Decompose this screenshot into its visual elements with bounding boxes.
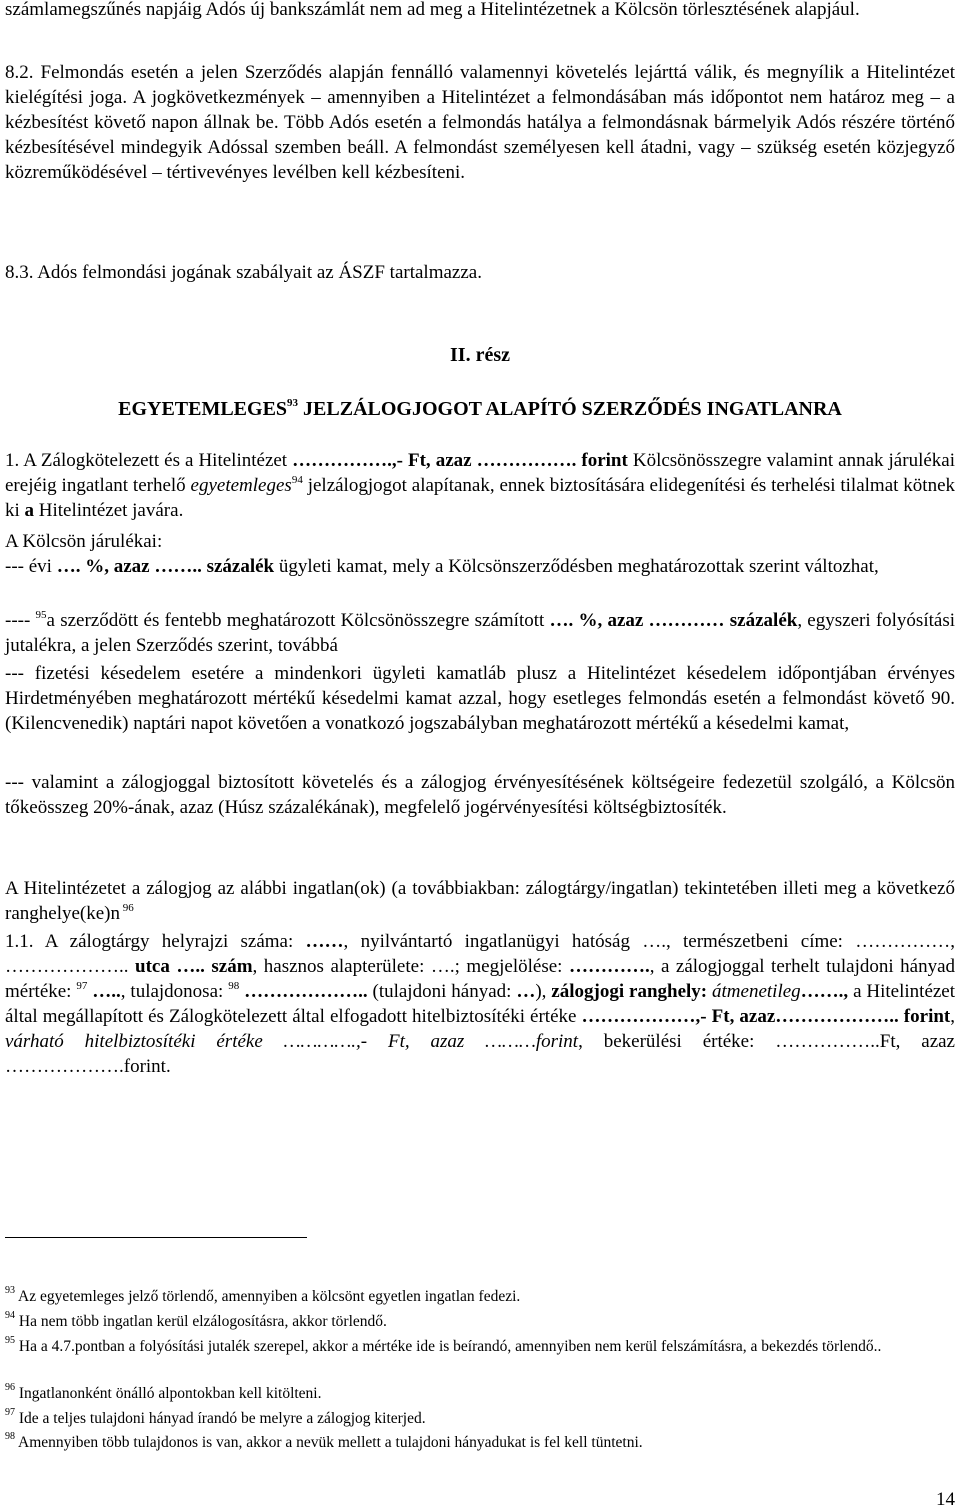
paragraph-8-2: 8.2. Felmondás esetén a jelen Szerződés alapján fennálló valamennyi követelés lejárttá válik, és megnyílik a Hitelintézet kielégítési joga. A jogkövetkezmények – amennyiben a Hitelintézet a felmondásában más időpontot nem határoz meg – a kézbesítést követő napon állnak be. Több Adós esetén a felmondás hatálya a felmondásnak bármelyik Adós részére történő kézbesítésével mindegyik Adóssal szemben beáll. A felmondást személyesen kell átadni, vagy – szükség esetén közjegyző közreműködésével – tértivevényes levélben kell kézbesíteni.	[5, 62, 955, 183]
bold-word: a	[24, 500, 35, 521]
collateral-intro	[5, 876, 955, 926]
footnote-98	[5, 1433, 955, 1452]
footnote-number: 94	[5, 1310, 15, 1322]
text: ),	[535, 981, 552, 1002]
text: , bekerülési értéke: ……………..Ft, azaz ……………….forint.	[5, 1031, 955, 1077]
footnote-ref-97: 97	[76, 979, 88, 992]
footnote-number: 96	[5, 1382, 15, 1394]
footnote-text: Amennyiben több tulajdonos is van, akkor a nevük mellett a tulajdoni hányadukat is fel kell tüntetni.	[15, 1433, 643, 1451]
text: , nyilvántartó ingatlanügyi hatóság …., természetbeni címe: ……………, ………………..	[5, 931, 955, 977]
footnote-ref-95: 95	[35, 608, 47, 621]
text: a szerződött és fentebb meghatározott Kölcsönösszegre számított	[46, 610, 550, 631]
footnote-number: 95	[5, 1335, 15, 1347]
footnote-number: 98	[5, 1431, 15, 1443]
blank: ……	[305, 931, 344, 952]
section-heading-text-rest: JELZÁLOGJOGOT ALAPÍTÓ SZERZŐDÉS INGATLANRA	[298, 398, 842, 420]
footnote-97	[5, 1409, 955, 1428]
blank: …..	[87, 981, 121, 1002]
part-title: II. rész	[450, 344, 510, 366]
fee-item	[5, 608, 955, 658]
bold-text: zálogjogi ranghely:	[551, 981, 708, 1002]
italic-text: várható hitelbiztosítéki értéke ………….,- Ft, azaz ………forint	[5, 1031, 579, 1052]
amount-blank: ………………,- Ft, azaz……………….. forint	[581, 1006, 951, 1027]
accessories-label: A Kölcsön járulékai:	[5, 531, 163, 552]
section-heading	[5, 397, 955, 422]
text: , tulajdonosa:	[120, 981, 229, 1002]
bold-word: százalék	[201, 556, 275, 577]
text: (tulajdoni hányad:	[367, 981, 517, 1002]
amount-blank: …………….,- Ft, azaz ……………. forint	[292, 450, 628, 471]
blank: …	[516, 981, 536, 1002]
footnote-text: Ha nem több ingatlan kerül elzálogosításra, akkor törlendő.	[15, 1312, 387, 1330]
text: Hitelintézet javára.	[34, 500, 184, 521]
footnote-number: 93	[5, 1285, 15, 1297]
footnote-ref-98: 98	[228, 979, 240, 992]
late-interest-item: --- fizetési késedelem esetére a mindenkori ügyleti kamatláb plusz a Hitelintézet késedelem időpontjában érvényes Hirdetményében meghatározott mértékű késedelmi kamat azzal, hogy esetleges felmondás esetén a felmondást követő 90. (Kilencvenedik) naptári napot követően a vonatkozó jogszabályban meghatározott mértékű a késedelmi kamat,	[5, 663, 955, 734]
bold-text: utca ….. szám	[135, 956, 253, 977]
section-heading-text: EGYETEMLEGES	[118, 398, 288, 420]
blank: ………………..	[239, 981, 368, 1002]
blank: …….,	[800, 981, 849, 1002]
footnote-text: Ide a teljes tulajdoni hányad írandó be melyre a zálogjog kiterjed.	[15, 1409, 426, 1427]
page-number: 14	[936, 1489, 955, 1510]
interest-item	[5, 554, 955, 579]
text: ügyleti kamat, mely a Kölcsönszerződésben meghatározottak szerint változhat,	[274, 556, 879, 577]
collateral-item-1-1	[5, 929, 955, 1079]
paragraph-1-pledge	[5, 448, 955, 523]
text: jelzálogjogot alapítanak, ennek biztosítására elidegenítési és terhelési tilalmat kötnek ki	[5, 475, 955, 521]
footnote-96	[5, 1384, 955, 1403]
text: Kölcsönösszegre valamint annak járulékai erejéig ingatlant terhelő	[5, 450, 955, 496]
footnote-ref-96: 96	[120, 901, 134, 914]
percent-blank: …. %, azaz ……..	[56, 556, 202, 577]
text: A Hitelintézetet a zálogjog az alábbi ingatlan(ok) (a továbbiakban: zálogtárgy/ingatlan) tekintetében illeti meg a következő ranghelye(ke)n	[5, 878, 955, 924]
footnote-93	[5, 1287, 955, 1306]
footnote-94	[5, 1312, 955, 1331]
paragraph-8-3: 8.3. Adós felmondási jogának szabályait az ÁSZF tartalmazza.	[5, 262, 482, 283]
text: 1. A Zálogkötelezett és a Hitelintézet	[5, 450, 293, 471]
text: , egyszeri folyósítási jutalékra, a jelen Szerződés szerint, továbbá	[5, 610, 955, 656]
percent-blank: …. %, azaz …………	[549, 610, 725, 631]
bold-word: százalék	[724, 610, 798, 631]
italic-term: egyetemleges	[190, 475, 292, 496]
footnote-text: Az egyetemleges jelző törlendő, amennyiben a kölcsönt egyetlen ingatlan fedezi.	[15, 1287, 521, 1305]
blank: ………….	[568, 956, 650, 977]
text: ,	[950, 1006, 955, 1027]
footnote-text: Ingatlanonként önálló alpontokban kell kitölteni.	[15, 1384, 322, 1402]
footnote-95	[5, 1337, 955, 1356]
italic-text: átmenetileg	[712, 981, 801, 1002]
text: , hasznos alapterülete: ….; megjelölése:	[252, 956, 569, 977]
footnote-ref-93: 93	[287, 397, 299, 410]
paragraph-8-1-end: számlamegszűnés napjáig Adós új bankszámlát nem ad meg a Hitelintézetnek a Kölcsön törlesztésének alapjául.	[5, 0, 860, 20]
text: a Hitelintézet által megállapított és Zálogkötelezett által elfogadott hitelbiztosítéki értéke	[5, 981, 956, 1027]
text: ----	[5, 610, 36, 631]
footnote-separator	[5, 1237, 307, 1238]
text: , a zálogjoggal terhelt tulajdoni hányad mértéke:	[5, 956, 956, 1002]
text: 1.1. A zálogtárgy helyrajzi száma:	[5, 931, 306, 952]
footnote-ref-94: 94	[291, 473, 303, 486]
footnote-number: 97	[5, 1407, 15, 1419]
footnote-text: Ha a 4.7.pontban a folyósítási jutalék szerepel, akkor a mértéke ide is beírandó, amennyiben nem kerül felszámításra, a bekezdés törlendő..	[15, 1337, 882, 1355]
cost-guarantee-item: --- valamint a zálogjoggal biztosított követelés és a zálogjog érvényesítésének költségeire fedezetül szolgáló, a Kölcsön tőkeösszeg 20%-ának, azaz (Húsz százalékának), megfelelő jogérvényesítési költségbiztosíték.	[5, 772, 955, 818]
text: --- évi	[5, 556, 57, 577]
